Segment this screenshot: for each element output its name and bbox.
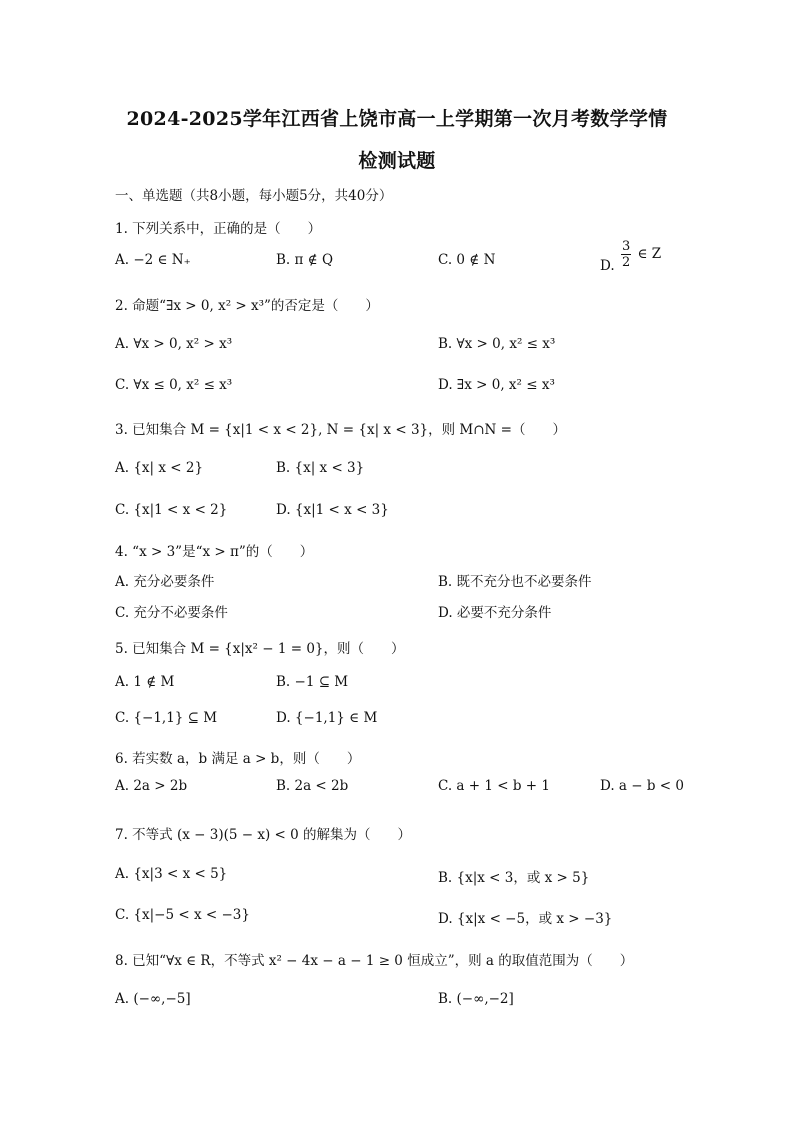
question-5: 5. 已知集合 M = {x|x² − 1 = 0}，则（ ） (115, 641, 405, 657)
question-6: 6. 若实数 a，b 满足 a > b，则（ ） (115, 751, 361, 767)
q1-option-d-rest: ∈ Z (637, 246, 662, 262)
q2-option-c: C. ∀x ≤ 0, x² ≤ x³ (115, 377, 233, 393)
q6-option-c: C. a + 1 < b + 1 (438, 778, 550, 794)
q4-option-b: B. 既不充分也不必要条件 (438, 574, 592, 590)
question-4: 4. “x > 3”是“x > π”的（ ） (115, 544, 314, 560)
question-7: 7. 不等式 (x − 3)(5 − x) < 0 的解集为（ ） (115, 827, 411, 843)
q3-option-b: B. {x| x < 3} (276, 460, 365, 476)
section-heading: 一、单选题（共8小题，每小题5分，共40分） (115, 188, 393, 204)
q1-option-d-fraction (621, 240, 631, 269)
q5-option-d: D. {−1,1} ∈ M (276, 710, 378, 726)
q1-option-d (600, 239, 662, 274)
q5-option-a: A. 1 ∉ M (115, 674, 175, 690)
question-8: 8. 已知“∀x ∈ R，不等式 x² − 4x − a − 1 ≥ 0 恒成立”，则 a 的取值范围为（ ） (115, 953, 634, 969)
question-2: 2. 命题“∃x > 0, x² > x³”的否定是（ ） (115, 298, 379, 314)
q4-option-c: C. 充分不必要条件 (115, 605, 228, 621)
q6-option-a: A. 2a > 2b (115, 778, 188, 794)
q3-option-a: A. {x| x < 2} (115, 460, 204, 476)
q1-option-a: A. −2 ∈ N₊ (115, 252, 191, 268)
question-3: 3. 已知集合 M = {x|1 < x < 2}, N = {x| x < 3}，则 M∩N =（ ） (115, 422, 566, 438)
q4-option-d: D. 必要不充分条件 (438, 605, 552, 621)
q8-option-a: A. (−∞,−5] (115, 991, 191, 1007)
q7-option-c: C. {x|−5 < x < −3} (115, 907, 250, 923)
q2-option-b: B. ∀x > 0, x² ≤ x³ (438, 336, 556, 352)
q1-option-c: C. 0 ∉ N (438, 252, 496, 268)
q6-option-b: B. 2a < 2b (276, 778, 349, 794)
q2-option-a: A. ∀x > 0, x² > x³ (115, 336, 233, 352)
q8-option-b: B. (−∞,−2] (438, 991, 514, 1007)
q1-option-b: B. π ∉ Q (276, 252, 334, 268)
question-1: 1. 下列关系中，正确的是（ ） (115, 221, 322, 237)
q7-option-a: A. {x|3 < x < 5} (115, 866, 228, 882)
q1-option-d-denominator: 2 (621, 255, 631, 270)
q6-option-d: D. a − b < 0 (600, 778, 684, 794)
q1-option-d-label: D. (600, 258, 615, 274)
paper-title-line1: 2024-2025学年江西省上饶市高一上学期第一次月考数学学情 (126, 108, 668, 130)
q4-option-a: A. 充分必要条件 (115, 574, 215, 590)
q3-option-c: C. {x|1 < x < 2} (115, 502, 228, 518)
q7-option-d: D. {x|x < −5，或 x > −3} (438, 911, 613, 927)
q1-option-d-numerator: 3 (621, 239, 631, 254)
paper-title-line2: 检测试题 (358, 150, 436, 172)
q3-option-d: D. {x|1 < x < 3} (276, 502, 389, 518)
q7-option-b: B. {x|x < 3，或 x > 5} (438, 870, 590, 886)
q5-option-b: B. −1 ⊆ M (276, 674, 349, 690)
q2-option-d: D. ∃x > 0, x² ≤ x³ (438, 377, 555, 393)
q5-option-c: C. {−1,1} ⊆ M (115, 710, 218, 726)
